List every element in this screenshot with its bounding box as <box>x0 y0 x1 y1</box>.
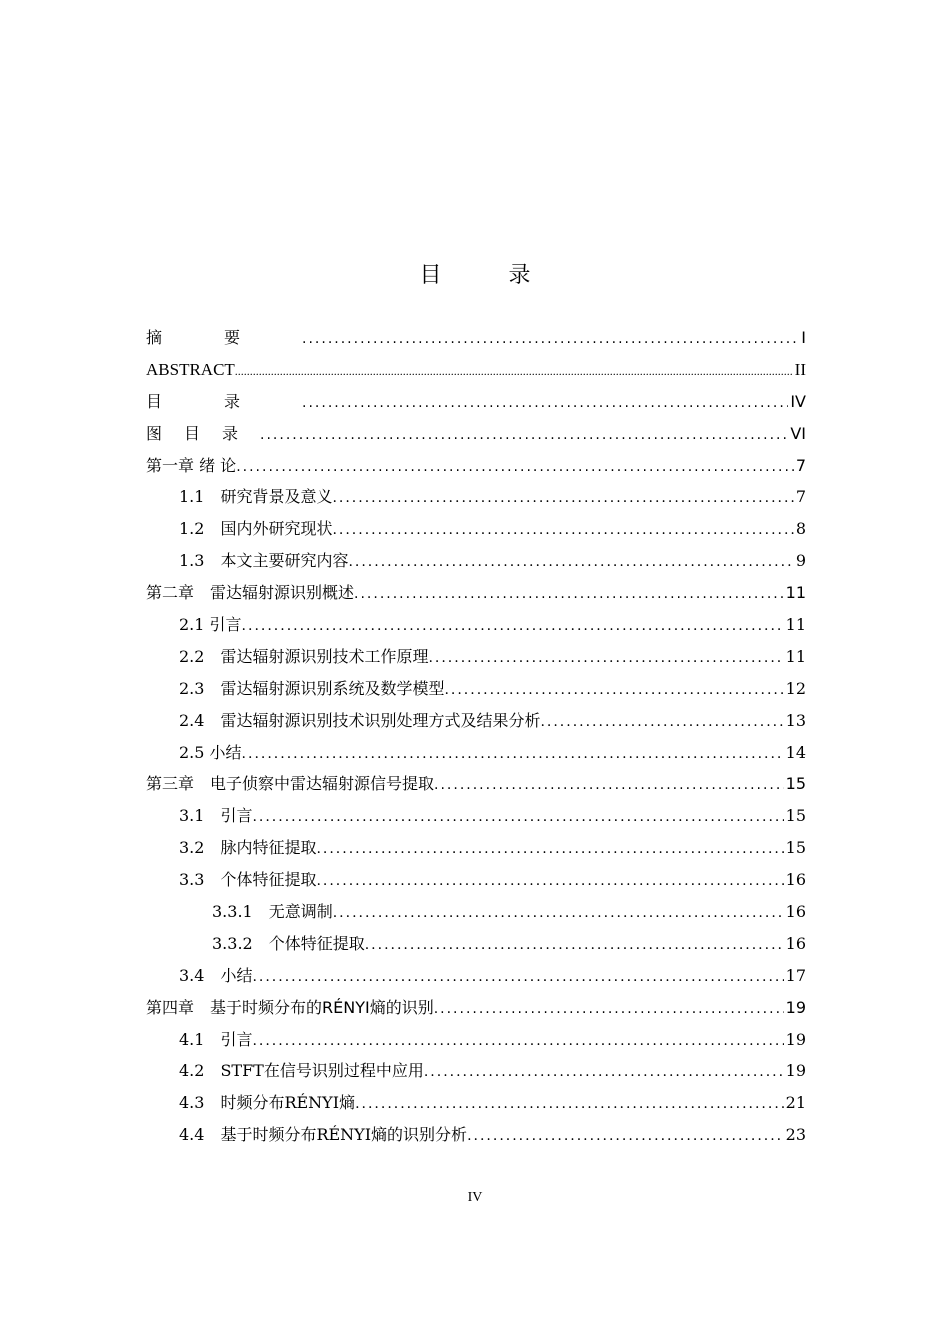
toc-entry-label: 摘要 <box>146 328 303 347</box>
toc-entry-page: 9 <box>795 551 806 571</box>
toc-entry-page: 21 <box>785 1093 806 1113</box>
toc-entry-label: 4.4 基于时频分布RÉNYI熵的识别分析 <box>179 1125 468 1145</box>
leader-dots <box>444 675 783 707</box>
toc-entry-label: 目录 <box>146 391 303 411</box>
toc-entry-label: 第四章 基于时频分布的RÉNYI熵的识别 <box>146 997 434 1017</box>
toc-entry-page: 23 <box>785 1125 806 1145</box>
toc-entry[interactable] <box>146 386 806 418</box>
toc-entry[interactable] <box>146 705 806 737</box>
toc-entry-page: 19 <box>785 1029 806 1049</box>
toc-entry-label: 3.2 脉内特征提取 <box>179 838 317 858</box>
toc-entry-page: 17 <box>785 965 806 985</box>
leader-dots <box>333 898 784 930</box>
toc-entry[interactable] <box>146 673 806 705</box>
toc-entry-label: 第三章 电子侦察中雷达辐射源信号提取 <box>146 774 435 794</box>
toc-entry-label: 2.2 雷达辐射源识别技术工作原理 <box>179 646 429 666</box>
toc-entry-page: 11 <box>785 646 806 666</box>
toc-entry[interactable] <box>146 545 806 577</box>
toc-entry[interactable] <box>146 609 806 641</box>
leader-dots <box>365 930 784 962</box>
toc-title: 目 录 <box>419 263 561 288</box>
leader-dots <box>332 515 793 547</box>
toc-entry-page: 16 <box>785 870 806 890</box>
toc-entry[interactable] <box>146 992 806 1024</box>
leader-dots <box>467 1121 784 1153</box>
toc-entry[interactable] <box>146 577 806 609</box>
leader-dots <box>355 1089 784 1121</box>
toc-entry-label: 3.3.2 个体特征提取 <box>212 933 365 953</box>
page-number: IV <box>467 1190 483 1205</box>
toc-entry-page: 11 <box>785 615 806 635</box>
toc-entry-label: 3.3 个体特征提取 <box>179 870 317 890</box>
leader-dots <box>424 1057 784 1089</box>
toc-entry[interactable] <box>146 928 806 960</box>
toc-entry[interactable] <box>146 354 806 386</box>
leader-dots <box>252 802 783 834</box>
toc-entry-page: 19 <box>785 1061 806 1081</box>
toc-entry[interactable] <box>146 418 806 450</box>
toc-entry-label: ABSTRACT <box>146 359 235 379</box>
toc-entry[interactable] <box>146 768 806 800</box>
toc-entry-page: II <box>794 359 806 379</box>
leader-dots <box>540 707 783 739</box>
toc-entry[interactable] <box>146 481 806 513</box>
leader-dots <box>242 611 784 643</box>
toc-entry[interactable] <box>146 832 806 864</box>
leader-dots <box>252 962 783 994</box>
leader-dots <box>236 452 794 484</box>
toc-entry-page: 11 <box>785 583 806 603</box>
toc-entry[interactable] <box>146 1119 806 1151</box>
leader-dots <box>302 324 799 356</box>
toc-entry-page: 19 <box>785 997 806 1017</box>
leader-dots <box>302 388 788 420</box>
toc-entry-page: 12 <box>785 678 806 698</box>
toc-list <box>146 322 806 1151</box>
leader-dots <box>252 1026 783 1058</box>
toc-entry-page: 8 <box>795 519 806 539</box>
leader-dots <box>354 579 784 611</box>
toc-entry[interactable] <box>146 513 806 545</box>
toc-entry-page: 7 <box>795 455 806 475</box>
leader-dots <box>260 420 788 452</box>
toc-entry-label: 3.4 小结 <box>179 965 253 985</box>
leader-dots <box>332 483 793 515</box>
toc-entry-label: 第一章 绪 论 <box>146 455 237 475</box>
toc-entry[interactable] <box>146 1024 806 1056</box>
toc-entry-page: 16 <box>785 933 806 953</box>
toc-entry-page: 15 <box>785 774 806 794</box>
toc-entry-page: 15 <box>785 838 806 858</box>
toc-entry[interactable] <box>146 960 806 992</box>
toc-entry-label: 1.3 本文主要研究内容 <box>179 551 349 571</box>
toc-entry[interactable] <box>146 322 806 354</box>
toc-entry[interactable] <box>146 800 806 832</box>
toc-entry-label: 4.3 时频分布RÉNYI熵 <box>179 1093 356 1113</box>
toc-entry-label: 4.2 STFT在信号识别过程中应用 <box>179 1061 424 1081</box>
toc-entry[interactable] <box>146 864 806 896</box>
toc-entry-label: 图目录 <box>146 423 261 443</box>
toc-entry-page: VI <box>790 423 806 443</box>
toc-entry-page: IV <box>790 391 806 411</box>
leader-dots <box>428 643 783 675</box>
toc-entry-page: 15 <box>785 806 806 826</box>
leader-dots <box>348 547 793 579</box>
toc-entry-label: 3.1 引言 <box>179 806 253 826</box>
toc-entry[interactable] <box>146 450 806 482</box>
leader-dots <box>316 866 783 898</box>
toc-entry[interactable] <box>146 1055 806 1087</box>
toc-entry[interactable] <box>146 896 806 928</box>
leader-dots <box>434 770 784 802</box>
toc-entry-label: 2.5 小结 <box>179 742 242 762</box>
toc-entry[interactable] <box>146 641 806 673</box>
toc-entry[interactable] <box>146 1087 806 1119</box>
leader-dots <box>316 834 783 866</box>
leader-dots <box>242 739 784 771</box>
toc-entry-label: 2.1 引言 <box>179 615 242 635</box>
toc-entry[interactable] <box>146 737 806 769</box>
toc-entry-label: 3.3.1 无意调制 <box>212 902 333 922</box>
toc-entry-label: 第二章 雷达辐射源识别概述 <box>146 583 355 603</box>
toc-entry-page: 14 <box>785 742 806 762</box>
leader-dots <box>434 994 784 1026</box>
toc-entry-page: I <box>801 328 806 347</box>
toc-entry-label: 1.2 国内外研究现状 <box>179 519 333 539</box>
toc-entry-page: 7 <box>795 487 806 507</box>
toc-entry-page: 16 <box>785 902 806 922</box>
toc-entry-label: 2.3 雷达辐射源识别系统及数学模型 <box>179 678 445 698</box>
toc-entry-label: 2.4 雷达辐射源识别技术识别处理方式及结果分析 <box>179 710 541 730</box>
leader-dots <box>235 356 793 388</box>
toc-entry-label: 1.1 研究背景及意义 <box>179 487 333 507</box>
toc-entry-label: 4.1 引言 <box>179 1029 253 1049</box>
toc-entry-page: 13 <box>785 710 806 730</box>
